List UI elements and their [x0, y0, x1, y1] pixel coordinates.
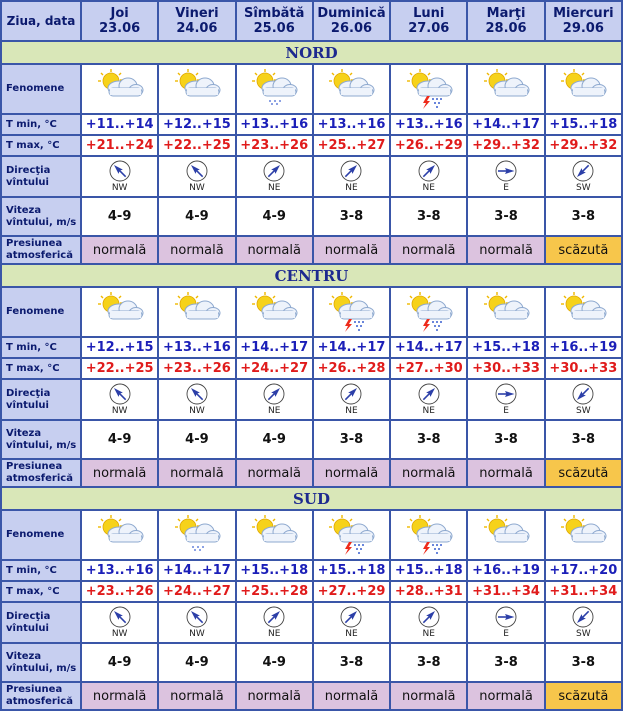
- row-label-wind-dir: Direcţia vîntului: [2, 157, 80, 196]
- pressure-value: scăzută: [546, 237, 621, 263]
- tmin-value: +13..+16: [159, 338, 234, 357]
- pressure-value: normală: [237, 237, 312, 263]
- wind-direction-cell: [546, 603, 621, 642]
- wind-arrow-icon: [186, 606, 208, 628]
- wind-direction-label: NW: [111, 629, 128, 639]
- wind-speed-value: 3-8: [314, 644, 389, 681]
- weather-cell: [314, 288, 389, 336]
- wind-arrow-icon: [263, 606, 285, 628]
- tmax-value: +26..+28: [314, 359, 389, 378]
- tmin-value: +16..+19: [546, 338, 621, 357]
- region-title: CENTRU: [2, 265, 621, 286]
- wind-arrow-icon: [340, 606, 362, 628]
- wind-speed-value: 3-8: [314, 198, 389, 235]
- wind-speed-value: 3-8: [391, 421, 466, 458]
- tmax-value: +27..+29: [314, 582, 389, 601]
- wind-arrow-icon: [109, 606, 131, 628]
- wind-arrow-icon: [263, 383, 285, 405]
- wind-speed-value: 4-9: [82, 198, 157, 235]
- wind-speed-row: [2, 644, 621, 681]
- region-row: [2, 488, 621, 509]
- wind-direction-cell: [159, 157, 234, 196]
- tmin-value: +13..+16: [391, 115, 466, 134]
- pressure-value: scăzută: [546, 460, 621, 486]
- day-name: Luni: [413, 6, 445, 21]
- wind-direction-label: NW: [189, 183, 205, 193]
- tmax-row: [2, 136, 621, 155]
- tmax-value: +22..+25: [159, 136, 234, 155]
- pressure-value: normală: [391, 237, 466, 263]
- sun-cloud-icon: [82, 68, 157, 110]
- wind-direction-row: [2, 157, 621, 196]
- weather-cell: [82, 511, 157, 559]
- day-header: [159, 2, 234, 40]
- row-label-wind-dir: Direcţia vîntului: [2, 380, 80, 419]
- tmax-value: +30..+33: [468, 359, 543, 378]
- wind-speed-row: [2, 421, 621, 458]
- day-date: 27.06: [408, 21, 450, 36]
- phenomena-row: [2, 511, 621, 559]
- wind-direction-label: NE: [345, 406, 358, 416]
- wind-direction-cell: [159, 380, 234, 419]
- wind-direction-cell: [159, 603, 234, 642]
- tmax-row: [2, 359, 621, 378]
- tmax-value: +29..+32: [546, 136, 621, 155]
- phenomena-row: [2, 288, 621, 336]
- day-header: [314, 2, 389, 40]
- tmin-value: +11..+14: [82, 115, 157, 134]
- wind-arrow-icon: [495, 383, 517, 405]
- row-label-pressure: Presiunea atmosferică: [2, 460, 80, 486]
- weather-cell: [391, 511, 466, 559]
- sun-cloud-icon: [159, 291, 234, 333]
- sun-cloud-icon: [237, 514, 312, 556]
- wind-direction-cell: [314, 603, 389, 642]
- pressure-row: [2, 237, 621, 263]
- day-name: Miercuri: [553, 6, 614, 21]
- row-label-tmax: T max, °C: [2, 582, 80, 601]
- wind-arrow-icon: [495, 160, 517, 182]
- wind-direction-cell: [237, 603, 312, 642]
- wind-direction-cell: [546, 380, 621, 419]
- day-date: 24.06: [176, 21, 218, 36]
- weather-cell: [546, 65, 621, 113]
- tmax-value: +23..+26: [237, 136, 312, 155]
- weather-cell: [468, 288, 543, 336]
- wind-direction-label: NE: [267, 629, 281, 639]
- sun-cloud-icon: [546, 514, 621, 556]
- wind-speed-value: 4-9: [159, 644, 234, 681]
- row-label-tmin: T min, °C: [2, 561, 80, 580]
- wind-speed-value: 3-8: [468, 644, 543, 681]
- sun-cloud-thunder-rain-icon: [391, 514, 466, 556]
- sun-cloud-light-rain-icon: [237, 68, 312, 110]
- tmin-row: [2, 115, 621, 134]
- wind-direction-cell: [82, 603, 157, 642]
- row-label-wind-speed: Viteza vîntului, m/s: [2, 198, 80, 235]
- weather-cell: [546, 288, 621, 336]
- pressure-value: normală: [159, 237, 234, 263]
- tmin-value: +15..+18: [391, 561, 466, 580]
- wind-direction-cell: [391, 603, 466, 642]
- tmin-value: +13..+16: [314, 115, 389, 134]
- tmin-value: +16..+19: [468, 561, 543, 580]
- tmax-row: [2, 582, 621, 601]
- pressure-value: normală: [391, 460, 466, 486]
- wind-direction-cell: [468, 603, 543, 642]
- tmax-value: +27..+30: [391, 359, 466, 378]
- tmax-value: +24..+27: [159, 582, 234, 601]
- wind-direction-cell: [468, 157, 543, 196]
- wind-direction-cell: [237, 380, 312, 419]
- weather-cell: [391, 288, 466, 336]
- wind-direction-cell: [546, 157, 621, 196]
- sun-cloud-icon: [546, 68, 621, 110]
- tmax-value: +29..+32: [468, 136, 543, 155]
- weather-cell: [159, 511, 234, 559]
- wind-direction-cell: [314, 157, 389, 196]
- row-label-pressure: Presiunea atmosferică: [2, 683, 80, 709]
- pressure-value: normală: [159, 460, 234, 486]
- row-label-tmax: T max, °C: [2, 359, 80, 378]
- pressure-value: normală: [391, 683, 466, 709]
- sun-cloud-icon: [314, 68, 389, 110]
- weather-cell: [237, 65, 312, 113]
- tmin-value: +13..+16: [82, 561, 157, 580]
- wind-speed-value: 3-8: [468, 421, 543, 458]
- wind-speed-value: 4-9: [159, 198, 234, 235]
- wind-direction-cell: [237, 157, 312, 196]
- header-row: [2, 2, 621, 40]
- tmin-value: +15..+18: [314, 561, 389, 580]
- tmax-value: +30..+33: [546, 359, 621, 378]
- day-date: 25.06: [253, 21, 295, 36]
- wind-direction-label: NE: [267, 183, 281, 193]
- tmax-value: +21..+24: [82, 136, 157, 155]
- wind-arrow-icon: [418, 383, 440, 405]
- pressure-value: normală: [82, 460, 157, 486]
- pressure-value: normală: [237, 460, 312, 486]
- wind-arrow-icon: [572, 383, 594, 405]
- sun-cloud-icon: [468, 514, 543, 556]
- day-date: 23.06: [99, 21, 141, 36]
- wind-direction-label: E: [503, 406, 509, 416]
- wind-direction-row: [2, 380, 621, 419]
- tmin-value: +14..+17: [468, 115, 543, 134]
- wind-direction-label: NE: [422, 406, 435, 416]
- pressure-value: normală: [82, 683, 157, 709]
- row-label-wind-speed: Viteza vîntului, m/s: [2, 421, 80, 458]
- wind-arrow-icon: [340, 383, 362, 405]
- tmax-value: +22..+25: [82, 359, 157, 378]
- weather-cell: [159, 65, 234, 113]
- wind-direction-cell: [468, 380, 543, 419]
- pressure-value: normală: [314, 237, 389, 263]
- tmin-row: [2, 338, 621, 357]
- day-header: [468, 2, 543, 40]
- wind-direction-cell: [391, 157, 466, 196]
- wind-direction-label: SW: [576, 629, 591, 639]
- sun-cloud-thunder-rain-icon: [314, 514, 389, 556]
- day-name: Sîmbătă: [243, 6, 305, 21]
- wind-direction-label: NE: [345, 629, 358, 639]
- wind-speed-value: 3-8: [391, 198, 466, 235]
- wind-direction-cell: [314, 380, 389, 419]
- wind-speed-value: 4-9: [237, 644, 312, 681]
- tmax-value: +25..+28: [237, 582, 312, 601]
- wind-direction-cell: [391, 380, 466, 419]
- tmax-value: +23..+26: [159, 359, 234, 378]
- day-date: 28.06: [485, 21, 527, 36]
- day-name: Joi: [110, 6, 129, 21]
- wind-speed-value: 4-9: [237, 198, 312, 235]
- row-label-pressure: Presiunea atmosferică: [2, 237, 80, 263]
- wind-direction-label: NE: [422, 183, 435, 193]
- tmin-value: +17..+20: [546, 561, 621, 580]
- pressure-row: [2, 683, 621, 709]
- wind-arrow-icon: [109, 383, 131, 405]
- tmin-value: +12..+15: [82, 338, 157, 357]
- pressure-value: normală: [468, 683, 543, 709]
- wind-direction-label: SW: [576, 183, 591, 193]
- tmin-value: +15..+18: [468, 338, 543, 357]
- wind-arrow-icon: [340, 160, 362, 182]
- pressure-value: normală: [468, 460, 543, 486]
- wind-speed-row: [2, 198, 621, 235]
- wind-speed-value: 3-8: [391, 644, 466, 681]
- sun-cloud-icon: [546, 291, 621, 333]
- row-label-wind-speed: Viteza vîntului, m/s: [2, 644, 80, 681]
- wind-direction-label: SW: [576, 406, 591, 416]
- wind-arrow-icon: [572, 160, 594, 182]
- wind-direction-row: [2, 603, 621, 642]
- pressure-row: [2, 460, 621, 486]
- tmin-value: +14..+17: [159, 561, 234, 580]
- weather-cell: [237, 288, 312, 336]
- tmin-value: +15..+18: [546, 115, 621, 134]
- wind-direction-label: E: [503, 629, 509, 639]
- tmin-value: +14..+17: [391, 338, 466, 357]
- pressure-value: normală: [82, 237, 157, 263]
- pressure-value: scăzută: [546, 683, 621, 709]
- day-name: Duminică: [317, 6, 386, 21]
- weather-cell: [391, 65, 466, 113]
- wind-speed-value: 4-9: [159, 421, 234, 458]
- day-date: 29.06: [562, 21, 604, 36]
- weather-cell: [314, 511, 389, 559]
- sun-cloud-icon: [82, 291, 157, 333]
- wind-direction-label: NE: [422, 629, 435, 639]
- day-header: [82, 2, 157, 40]
- row-label-fenomene: Fenomene: [2, 65, 80, 113]
- row-label-wind-dir: Direcţia vîntului: [2, 603, 80, 642]
- header-label: Ziua, data: [2, 2, 80, 40]
- day-header: [546, 2, 621, 40]
- wind-speed-value: 4-9: [237, 421, 312, 458]
- tmin-value: +14..+17: [314, 338, 389, 357]
- wind-speed-value: 4-9: [82, 421, 157, 458]
- weather-cell: [237, 511, 312, 559]
- weather-cell: [82, 288, 157, 336]
- wind-direction-cell: [82, 380, 157, 419]
- wind-arrow-icon: [418, 606, 440, 628]
- wind-direction-label: NE: [267, 406, 281, 416]
- tmax-value: +28..+31: [391, 582, 466, 601]
- tmax-value: +26..+29: [391, 136, 466, 155]
- day-name: Vineri: [175, 6, 219, 21]
- sun-cloud-thunder-rain-icon: [391, 68, 466, 110]
- weather-cell: [468, 65, 543, 113]
- tmax-value: +25..+27: [314, 136, 389, 155]
- wind-speed-value: 4-9: [82, 644, 157, 681]
- wind-arrow-icon: [495, 606, 517, 628]
- tmin-value: +13..+16: [237, 115, 312, 134]
- tmin-value: +15..+18: [237, 561, 312, 580]
- wind-arrow-icon: [186, 383, 208, 405]
- tmax-value: +23..+26: [82, 582, 157, 601]
- wind-direction-label: NW: [189, 629, 205, 639]
- weather-cell: [314, 65, 389, 113]
- row-label-tmin: T min, °C: [2, 115, 80, 134]
- wind-direction-label: NE: [345, 183, 358, 193]
- tmax-value: +31..+34: [468, 582, 543, 601]
- day-header: [237, 2, 312, 40]
- wind-direction-cell: [82, 157, 157, 196]
- row-label-fenomene: Fenomene: [2, 511, 80, 559]
- wind-direction-label: NW: [111, 406, 128, 416]
- row-label-tmax: T max, °C: [2, 136, 80, 155]
- pressure-value: normală: [237, 683, 312, 709]
- wind-speed-value: 3-8: [468, 198, 543, 235]
- pressure-value: normală: [314, 683, 389, 709]
- pressure-value: normală: [314, 460, 389, 486]
- weather-cell: [468, 511, 543, 559]
- wind-direction-label: NW: [111, 183, 128, 193]
- tmin-value: +14..+17: [237, 338, 312, 357]
- region-row: [2, 265, 621, 286]
- weather-cell: [546, 511, 621, 559]
- wind-speed-value: 3-8: [314, 421, 389, 458]
- tmin-row: [2, 561, 621, 580]
- weather-cell: [82, 65, 157, 113]
- sun-cloud-icon: [82, 514, 157, 556]
- wind-arrow-icon: [418, 160, 440, 182]
- sun-cloud-thunder-rain-icon: [314, 291, 389, 333]
- day-header: [391, 2, 466, 40]
- wind-speed-value: 3-8: [546, 198, 621, 235]
- sun-cloud-icon: [237, 291, 312, 333]
- sun-cloud-light-rain-icon: [159, 514, 234, 556]
- day-date: 26.06: [330, 21, 373, 36]
- wind-arrow-icon: [186, 160, 208, 182]
- row-label-tmin: T min, °C: [2, 338, 80, 357]
- region-row: [2, 42, 621, 63]
- wind-arrow-icon: [572, 606, 594, 628]
- tmin-value: +12..+15: [159, 115, 234, 134]
- region-title: NORD: [2, 42, 621, 63]
- wind-arrow-icon: [263, 160, 285, 182]
- row-label-fenomene: Fenomene: [2, 288, 80, 336]
- wind-arrow-icon: [109, 160, 131, 182]
- wind-direction-label: E: [503, 183, 509, 193]
- region-title: SUD: [2, 488, 621, 509]
- phenomena-row: [2, 65, 621, 113]
- tmax-value: +31..+34: [546, 582, 621, 601]
- wind-direction-label: NW: [189, 406, 205, 416]
- sun-cloud-icon: [468, 68, 543, 110]
- wind-speed-value: 3-8: [546, 421, 621, 458]
- tmax-value: +24..+27: [237, 359, 312, 378]
- weather-cell: [159, 288, 234, 336]
- sun-cloud-thunder-rain-icon: [391, 291, 466, 333]
- pressure-value: normală: [468, 237, 543, 263]
- wind-speed-value: 3-8: [546, 644, 621, 681]
- sun-cloud-icon: [159, 68, 234, 110]
- pressure-value: normală: [159, 683, 234, 709]
- sun-cloud-icon: [468, 291, 543, 333]
- day-name: Marţi: [486, 6, 526, 21]
